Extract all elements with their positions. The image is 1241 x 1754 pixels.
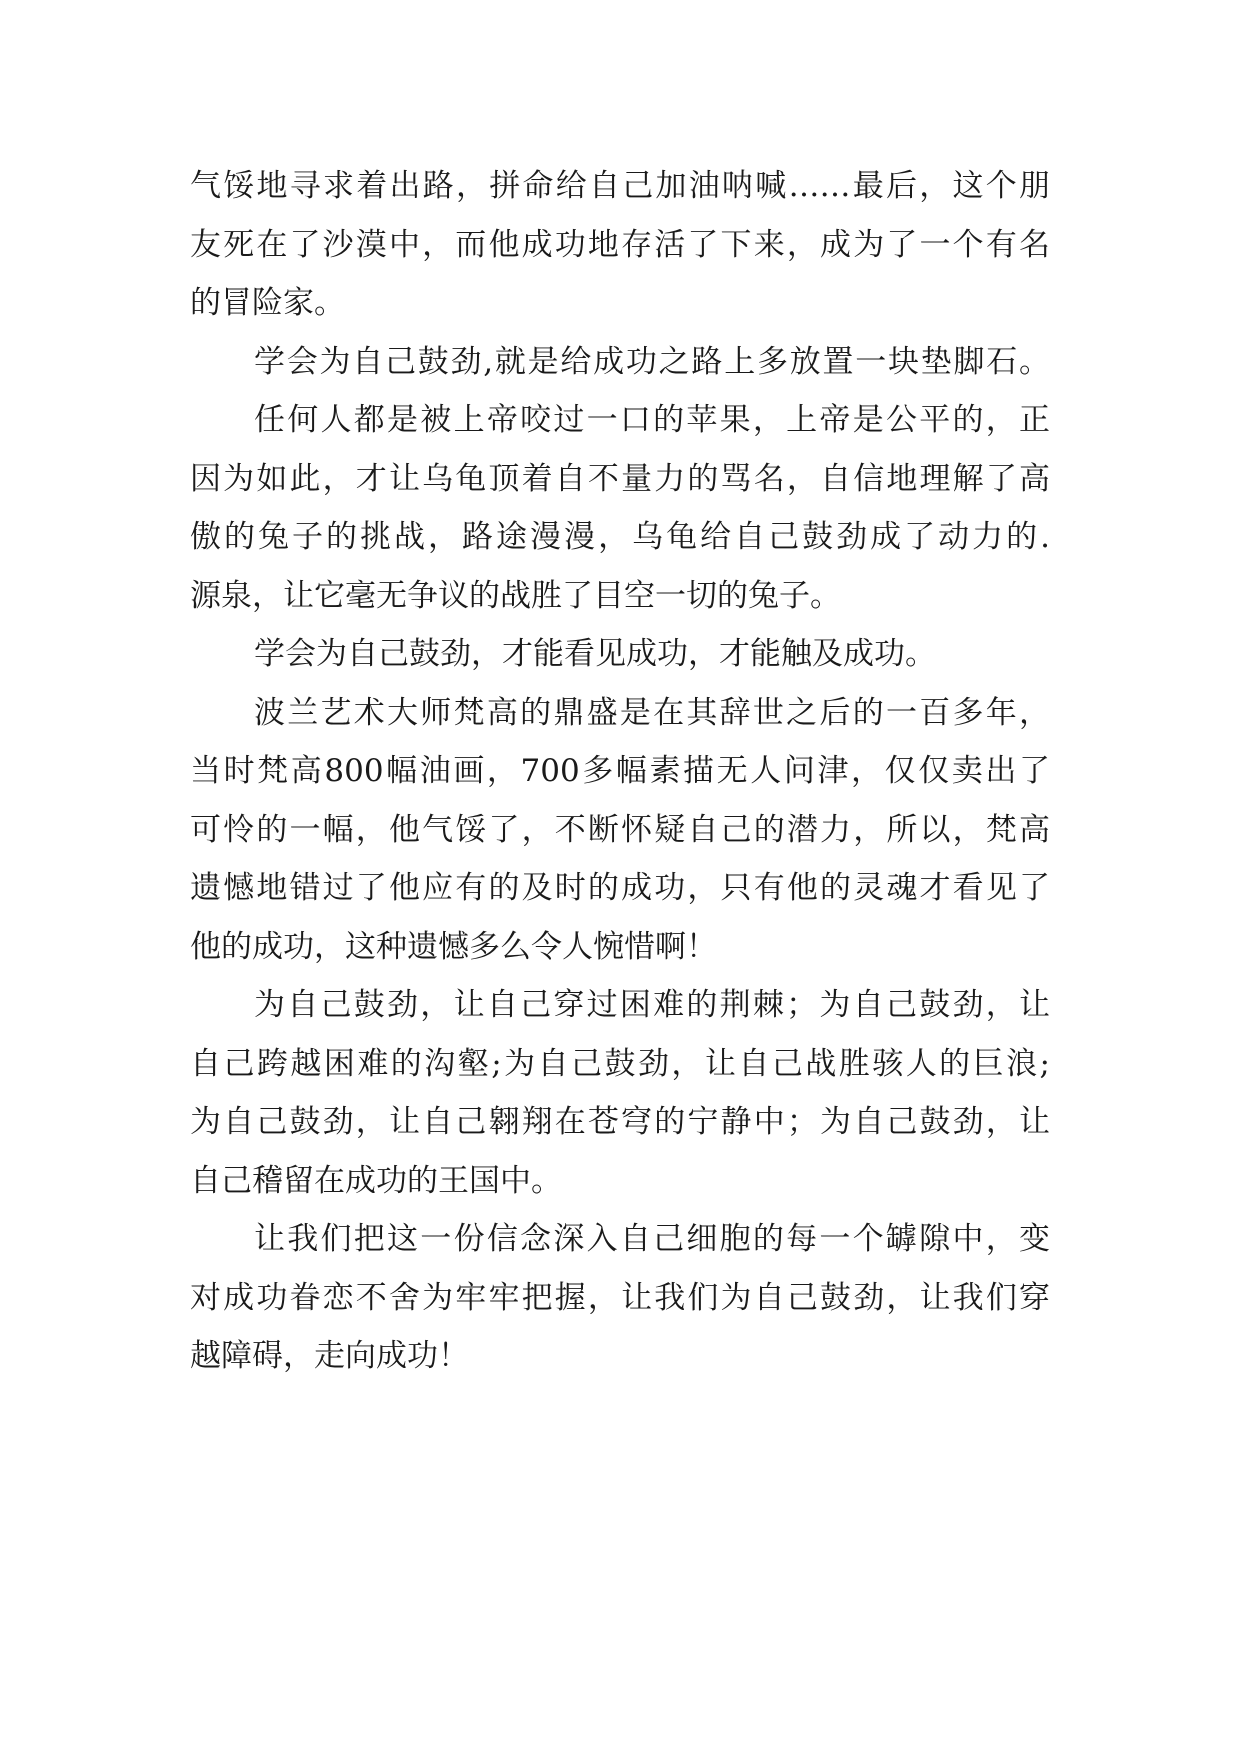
text-line: 对成功眷恋不舍为牢牢把握，让我们为自己鼓劲，让我们穿 <box>190 1279 1050 1316</box>
text-line: 遗憾地错过了他应有的及时的成功，只有他的灵魂才看见了 <box>190 870 1050 906</box>
essay-body <box>190 157 1050 1386</box>
text-line: 为自己鼓劲，让自己穿过困难的荆棘；为自己鼓劲，让 <box>254 987 1050 1023</box>
text-line: 气馁地寻求着出路，拼命给自己加油呐喊……最后，这个朋 <box>190 168 1050 204</box>
text-line: 的冒险家。 <box>190 285 345 321</box>
text-line: 友死在了沙漠中，而他成功地存活了下来，成为了一个有名 <box>190 226 1050 263</box>
text-line: 傲的兔子的挑战，路途漫漫，乌龟给自己鼓劲成了动力的. <box>190 519 1050 555</box>
text-line: 当时梵高800幅油画，700多幅素描无人问津，仅仅卖出了 <box>190 753 1050 789</box>
text-line: 他的成功，这种遗憾多么令人惋惜啊！ <box>190 928 717 965</box>
text-line: 因为如此，才让乌龟顶着自不量力的骂名，自信地理解了高 <box>190 460 1050 497</box>
text-line: 源泉，让它毫无争议的战胜了目空一切的兔子。 <box>190 577 841 614</box>
text-line: 学会为自己鼓劲，才能看见成功，才能触及成功。 <box>254 636 936 672</box>
text-line: 可怜的一幅，他气馁了，不断怀疑自己的潜力，所以，梵高 <box>190 811 1050 848</box>
text-line: 任何人都是被上帝咬过一口的苹果，上帝是公平的，正 <box>254 402 1050 438</box>
text-line: 学会为自己鼓劲,就是给成功之路上多放置一块垫脚石。 <box>254 343 1050 380</box>
text-line: 为自己鼓劲，让自己翱翔在苍穹的宁静中；为自己鼓劲，让 <box>190 1104 1050 1140</box>
text-line: 波兰艺术大师梵高的鼎盛是在其辞世之后的一百多年， <box>254 694 1050 731</box>
text-line: 让我们把这一份信念深入自己细胞的每一个罅隙中，变 <box>254 1221 1050 1257</box>
text-line: 自己稽留在成功的王国中。 <box>190 1162 562 1199</box>
text-line: 越障碍，走向成功！ <box>190 1338 469 1374</box>
text-line: 自己跨越困难的沟壑;为自己鼓劲，让自己战胜骇人的巨浪; <box>190 1045 1050 1082</box>
